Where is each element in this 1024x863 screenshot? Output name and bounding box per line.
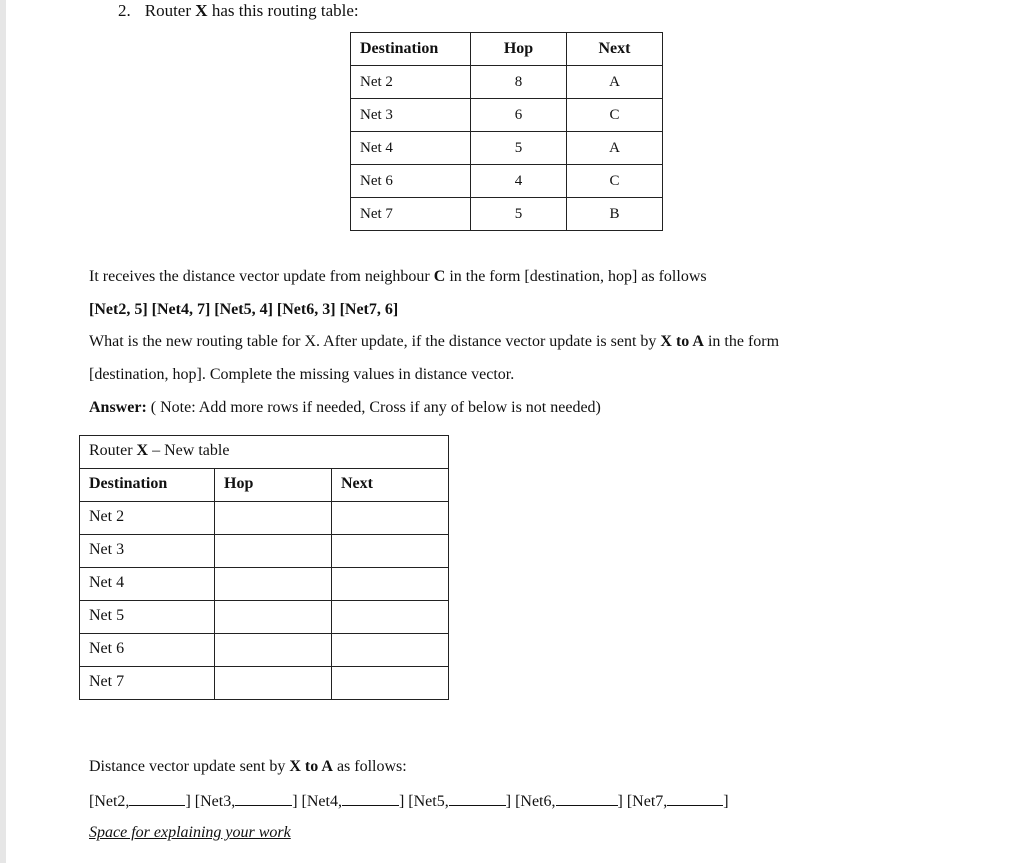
- cell-destination: Net 4: [351, 132, 471, 165]
- dv-entry: ]: [723, 793, 729, 810]
- cell-hop: 5: [471, 132, 567, 165]
- table-row: [80, 535, 449, 568]
- table-row: [80, 568, 449, 601]
- new-header-next: Next: [332, 469, 449, 502]
- cell-hop: 8: [471, 66, 567, 99]
- dv-entry: ] [Net6,: [505, 793, 556, 810]
- hop-answer-cell[interactable]: [215, 601, 332, 634]
- header-hop: Hop: [471, 33, 567, 66]
- question-number: 2.: [118, 1, 131, 20]
- table-row: [80, 667, 449, 700]
- dv-update-blanks: [89, 791, 729, 811]
- table-row: [80, 634, 449, 667]
- dv-blank-net4[interactable]: [342, 791, 399, 806]
- cell-destination: Net 7: [351, 198, 471, 231]
- title-text-end: has this routing table:: [207, 1, 359, 20]
- new-table-header: [80, 469, 449, 502]
- header-next: Next: [567, 33, 663, 66]
- title-router: X: [195, 1, 208, 20]
- cell-destination: Net 3: [351, 99, 471, 132]
- hop-answer-cell[interactable]: [215, 667, 332, 700]
- received-vector: [Net2, 5] [Net4, 7] [Net5, 4] [Net6, 3] [Net7, 6]: [89, 301, 399, 318]
- table-row: [351, 99, 663, 132]
- dv-blank-net5[interactable]: [449, 791, 506, 806]
- question-text-start: What is the new routing table for X. After update, if the distance vector update is sent by: [89, 333, 661, 350]
- caption-router: X: [136, 442, 149, 459]
- routing-table-header: [351, 33, 663, 66]
- routing-table: [350, 32, 663, 231]
- update-intro-text: It receives the distance vector update from neighbour: [89, 268, 434, 285]
- question-text: [89, 333, 779, 351]
- table-row: [351, 165, 663, 198]
- cell-next: C: [567, 165, 663, 198]
- new-cell-destination: Net 6: [80, 634, 215, 667]
- dv-blank-net2[interactable]: [129, 791, 185, 806]
- dv-blank-net6[interactable]: [556, 791, 618, 806]
- answer-note: ( Note: Add more rows if needed, Cross if any of below is not needed): [146, 399, 601, 416]
- dv-blank-net7[interactable]: [667, 791, 723, 806]
- cell-hop: 4: [471, 165, 567, 198]
- dv-entry: ] [Net7,: [617, 793, 668, 810]
- new-header-destination: Destination: [80, 469, 215, 502]
- dv-label-text-end: as follows:: [332, 758, 407, 775]
- question-text-bold: X to A: [660, 333, 704, 350]
- new-table-caption-row: [80, 436, 449, 469]
- update-intro-text-end: in the form [destination, hop] as follows: [445, 268, 707, 285]
- new-cell-destination: Net 4: [80, 568, 215, 601]
- cell-next: C: [567, 99, 663, 132]
- next-answer-cell[interactable]: [332, 601, 449, 634]
- cell-hop: 5: [471, 198, 567, 231]
- cell-destination: Net 6: [351, 165, 471, 198]
- next-answer-cell[interactable]: [332, 502, 449, 535]
- caption-text-end: – New table: [148, 442, 230, 459]
- new-cell-destination: Net 2: [80, 502, 215, 535]
- header-destination: Destination: [351, 33, 471, 66]
- dv-blank-net3[interactable]: [235, 791, 292, 806]
- hop-answer-cell[interactable]: [215, 535, 332, 568]
- next-answer-cell[interactable]: [332, 667, 449, 700]
- question-text-end: in the form: [703, 333, 780, 350]
- answer-label: Answer:: [89, 399, 147, 416]
- new-routing-table: [79, 435, 449, 700]
- title-text: Router: [144, 1, 196, 20]
- hop-answer-cell[interactable]: [215, 502, 332, 535]
- caption-text: Router: [89, 442, 137, 459]
- new-cell-destination: Net 5: [80, 601, 215, 634]
- table-row: [351, 198, 663, 231]
- hop-answer-cell[interactable]: [215, 634, 332, 667]
- explain-work-heading: Space for explaining your work: [89, 824, 291, 841]
- table-row: [351, 66, 663, 99]
- table-row: [80, 502, 449, 535]
- next-answer-cell[interactable]: [332, 634, 449, 667]
- update-intro: [89, 268, 707, 286]
- table-row: [80, 601, 449, 634]
- next-answer-cell[interactable]: [332, 535, 449, 568]
- dv-entry: ] [Net4,: [292, 793, 342, 810]
- dv-label-bold: X to A: [289, 758, 333, 775]
- new-cell-destination: Net 7: [80, 667, 215, 700]
- dv-label-text: Distance vector update sent by: [89, 758, 290, 775]
- dv-entry: [Net2,: [89, 793, 130, 810]
- cell-next: B: [567, 198, 663, 231]
- cell-destination: Net 2: [351, 66, 471, 99]
- cell-next: A: [567, 132, 663, 165]
- dv-update-label: [89, 758, 407, 776]
- dv-entry: ] [Net5,: [398, 793, 449, 810]
- hop-answer-cell[interactable]: [215, 568, 332, 601]
- table-row: [351, 132, 663, 165]
- cell-next: A: [567, 66, 663, 99]
- instruction-text: [destination, hop]. Complete the missing values in distance vector.: [89, 366, 515, 383]
- page-edge: [0, 0, 6, 863]
- dv-entry: ] [Net3,: [185, 793, 236, 810]
- new-table-caption: [80, 436, 449, 469]
- answer-line: [89, 399, 601, 417]
- question-title: [118, 1, 359, 21]
- cell-hop: 6: [471, 99, 567, 132]
- next-answer-cell[interactable]: [332, 568, 449, 601]
- new-header-hop: Hop: [215, 469, 332, 502]
- new-cell-destination: Net 3: [80, 535, 215, 568]
- neighbour-name: C: [433, 268, 446, 285]
